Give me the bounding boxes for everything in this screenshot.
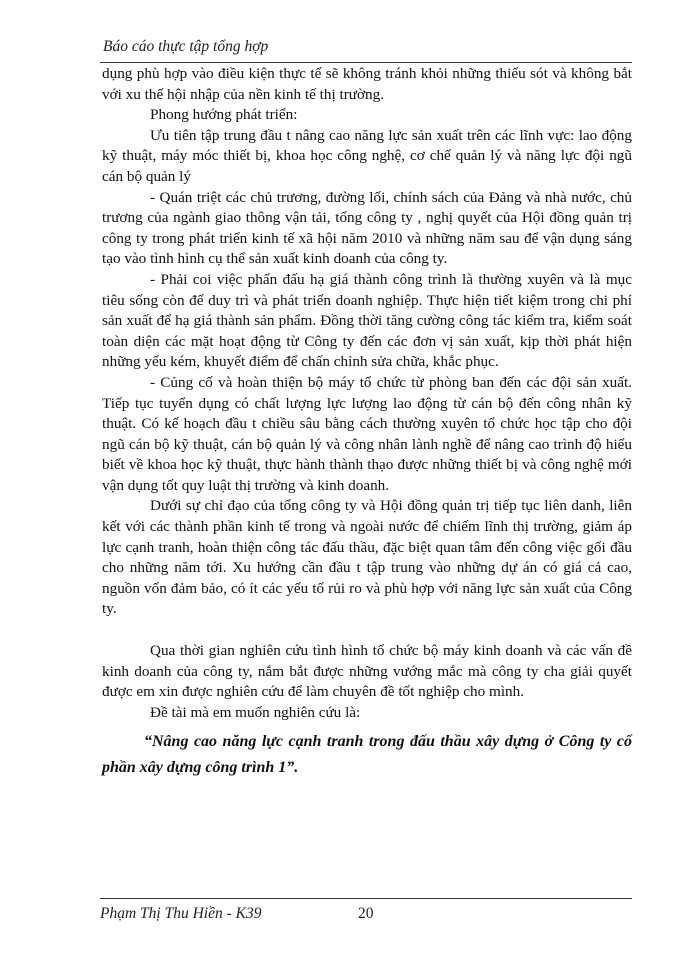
thesis-topic-title: “Nâng cao năng lực cạnh tranh trong đấu thầu xây dựng ở Công ty cổ phần xây dựng công trình 1”. — [102, 733, 632, 777]
paragraph-direction: Dưới sự chỉ đạo của tổng công ty và Hội đồng quản trị tiếp tục liên danh, liên kết với các thành phần kinh tế trong và ngoài nước để chiếm lĩnh thị trường, giảm áp lực cạnh tranh, hoàn thiện công tác đấu thầu, đặc biệt quan tâm đến công việc gối đầu cho những năm tới. Xu hướng cần đầu t tập trung vào những dự án có giá cả cao, nguồn vốn đảm bảo, có ít các yếu tố rủi ro và phù hợp với năng lực sản xuất của Công ty. — [102, 497, 632, 618]
bullet-cost: - Phải coi việc phấn đấu hạ giá thành công trình là thường xuyên và là mục tiêu sống còn để duy trì và phát triển doanh nghiệp. Thực hiện tiết kiệm trong chi phí sản xuất để hạ giá thành sản phẩm. Đồng thời tăng cường công tác kiểm tra, kiểm soát toàn diện các mặt hoạt động từ Công ty đến các đơn vị sản xuất, kịp thời phát hiện những yếu kém, khuyết điểm để chấn chỉnh sửa chữa, khắc phục. — [102, 270, 632, 371]
paragraph-topic-intro: Đề tài mà em muốn nghiên cứu là: — [150, 703, 361, 721]
body-text — [102, 64, 632, 781]
bullet-organization: - Củng cố và hoàn thiện bộ máy tổ chức từ phòng ban đến các đội sản xuất. Tiếp tục tuyển dụng có chất lượng lực lượng lao động từ cán bộ đến công nhân kỹ thuật. Có kế hoạch đầu t chiều sâu bằng cách thường xuyên tổ chức học tập cho đội ngũ cán bộ kỹ thuật, cán bộ quản lý và công nhân lành nghề để nâng cao trình độ hiểu biết về khoa học kỹ thuật, thực hành thành thạo được những thiết bị và công nghệ mới vận dụng tốt quy luật thị trường và kinh doanh. — [102, 373, 632, 494]
footer-author: Phạm Thị Thu Hiền - K39 — [100, 905, 262, 922]
page-number: 20 — [358, 905, 374, 922]
footer-divider — [100, 898, 632, 899]
header-divider — [100, 62, 632, 63]
paragraph-research: Qua thời gian nghiên cứu tình hình tổ chức bộ máy kinh doanh và các vấn đề kinh doanh của công ty, nắm bắt được những vướng mắc mà công ty cha giải quyết được em xin được nghiên cứu để làm chuyên đề tốt nghiệp cho mình. — [102, 642, 632, 701]
bullet-policy: - Quán triệt các chủ trương, đường lối, chính sách của Đảng và nhà nước, chủ trương của ngành giao thông vận tải, tổng công ty , nghị quyết của Hội đồng quản trị công ty trong phát triển kinh tế xã hội năm 2010 và những năm sau để vận dụng sáng tạo vào tình hình cụ thể sản xuất kinh doanh của công ty. — [102, 188, 632, 268]
paragraph-priority: Ưu tiên tập trung đầu t nâng cao năng lực sản xuất trên các lĩnh vực: lao động kỹ thuật, máy móc thiết bị, khoa học công nghệ, cơ chế quản lý và năng lực đội ngũ cán bộ quản lý — [102, 126, 632, 185]
running-header: Báo cáo thực tập tổng hợp — [103, 38, 269, 55]
paragraph-continuation: dụng phù hợp vào điều kiện thực tế sẽ không tránh khỏi những thiếu sót và không bắt với xu thế hội nhập của nền kinh tế thị trường. — [102, 65, 632, 103]
section-heading: Phong hướng phát triển: — [150, 106, 298, 124]
